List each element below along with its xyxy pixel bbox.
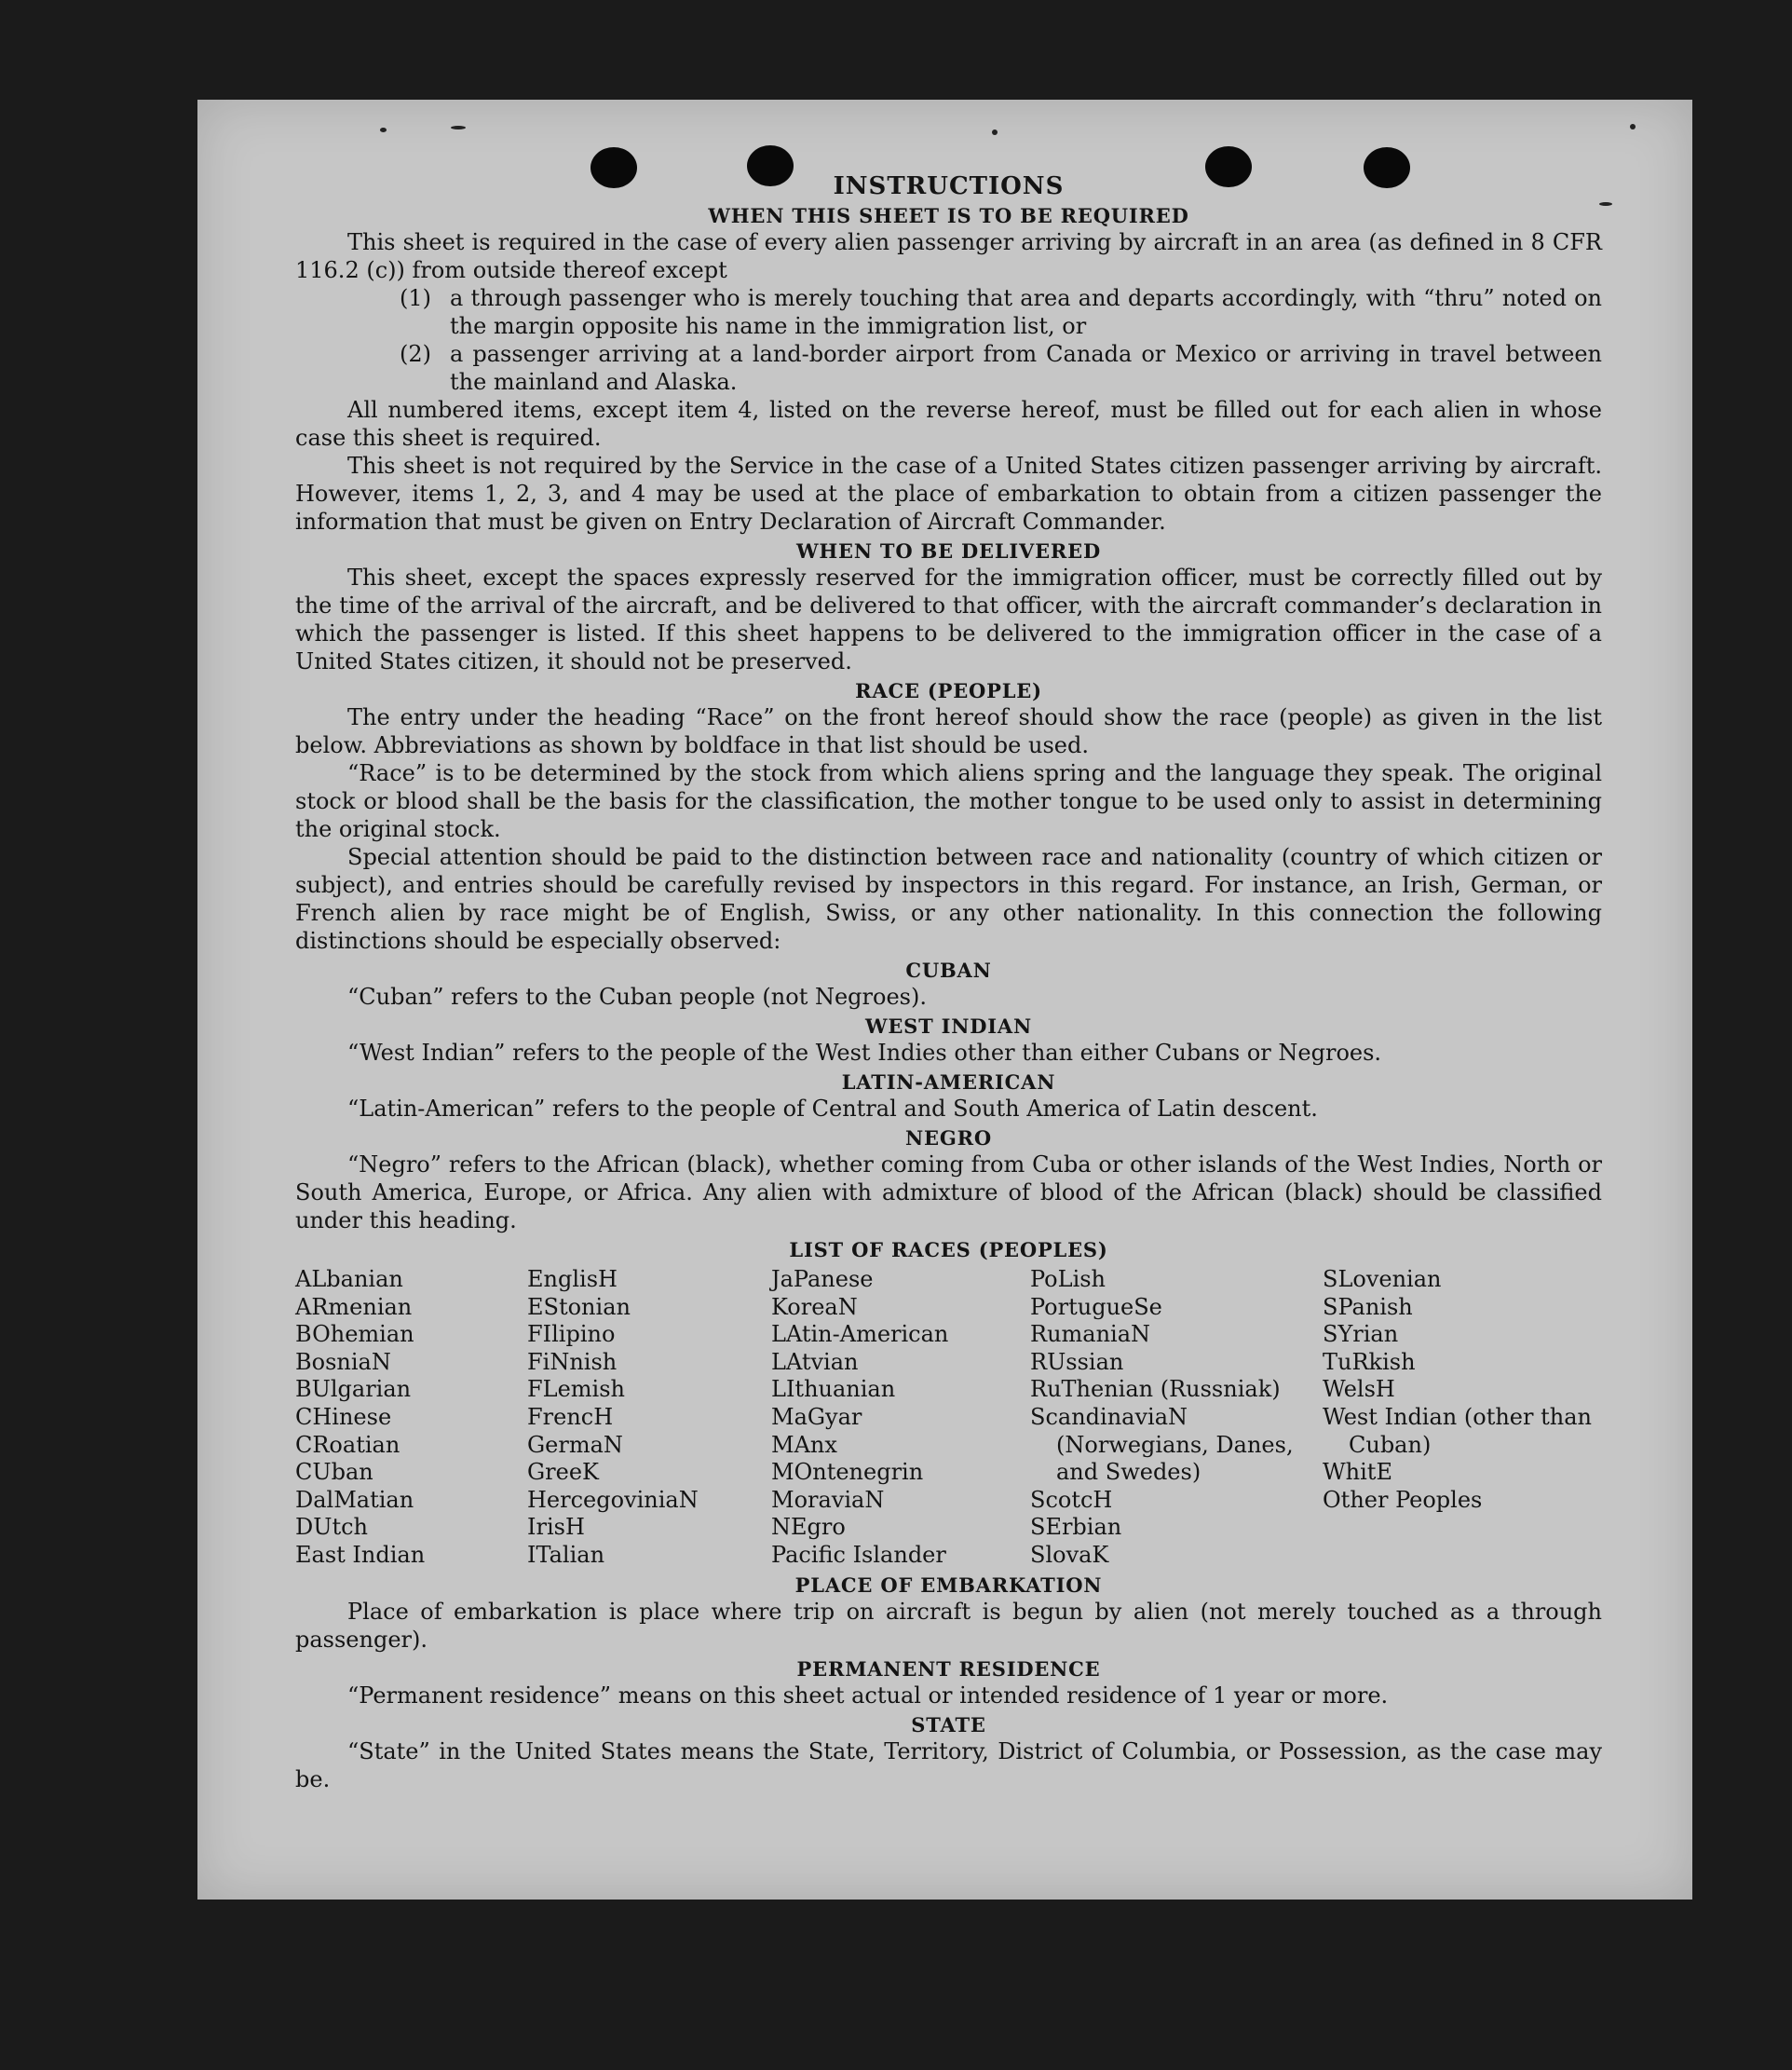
- race-column: [771, 1266, 1030, 1570]
- race-item: MAnx: [771, 1431, 837, 1458]
- race-item: ScotcH: [1030, 1486, 1113, 1513]
- paragraph: All numbered items, except item 4, listed on the reverse hereof, must be filled out for each alien in whose case this sheet is required.: [295, 397, 1602, 451]
- race-item: FiNnish: [527, 1348, 618, 1375]
- race-item: PoLish: [1030, 1266, 1106, 1292]
- section-heading: NEGRO: [905, 1126, 992, 1150]
- paragraph: “Race” is to be determined by the stock from which aliens spring and the language they speak. The original stock or blood shall be the basis for the classification, the mother tongue to be used only to assist in determining the original stock.: [295, 760, 1602, 842]
- page-title: INSTRUCTIONS: [833, 172, 1065, 200]
- paragraph: The entry under the heading “Race” on the front hereof should show the race (people) as given in the list below. Abbreviations as shown by boldface in that list should be used.: [295, 704, 1602, 758]
- race-item: DalMatian: [295, 1486, 414, 1513]
- race-item: PortugueSe: [1030, 1293, 1162, 1320]
- race-item: CRoatian: [295, 1431, 400, 1458]
- race-item: RuThenian (Russniak): [1030, 1376, 1281, 1403]
- race-column: [1030, 1266, 1310, 1570]
- race-item: IrisH: [527, 1514, 585, 1541]
- race-item: SErbian: [1030, 1514, 1122, 1541]
- scan-speck: [451, 126, 466, 129]
- section-heading: CUBAN: [905, 959, 992, 982]
- paragraph: “Negro” refers to the African (black), whether coming from Cuba or other islands of the West Indies, North or South America, Europe, or Africa. Any alien with admixture of blood of the African (black) should be classified under this heading.: [295, 1151, 1602, 1233]
- paragraph: “West Indian” refers to the people of the West Indies other than either Cubans or Negroes.: [347, 1040, 1382, 1066]
- instructions-text: [295, 172, 1602, 1793]
- list-item: [295, 340, 1602, 396]
- race-column: [1310, 1266, 1602, 1570]
- race-item: HercegoviniaN: [527, 1486, 699, 1513]
- race-item: DUtch: [295, 1514, 369, 1541]
- scan-speck: [1630, 124, 1636, 129]
- race-item: East Indian: [295, 1541, 426, 1568]
- form-sheet: [197, 100, 1692, 1900]
- race-item: ALbanian: [295, 1266, 403, 1292]
- paragraph: This sheet is not required by the Service in the case of a United States citizen passenger arriving by aircraft. However, items 1, 2, 3, and 4 may be used at the place of embarkation to obtain from a citizen passenger the information that must be given on Entry Declaration of Aircraft Commander.: [295, 453, 1602, 535]
- race-item: WhitE: [1323, 1459, 1392, 1486]
- race-item: NEgro: [771, 1514, 846, 1541]
- race-item: MaGyar: [771, 1403, 862, 1430]
- race-item: TuRkish: [1323, 1348, 1416, 1375]
- race-item: MoraviaN: [771, 1486, 885, 1513]
- scan-speck: [380, 128, 387, 132]
- race-item: ARmenian: [295, 1293, 413, 1320]
- section-heading: WHEN THIS SHEET IS TO BE REQUIRED: [708, 204, 1189, 227]
- race-item: CUban: [295, 1459, 373, 1486]
- race-item: Other Peoples: [1323, 1486, 1483, 1513]
- section-heading: WEST INDIAN: [864, 1015, 1033, 1038]
- section-heading: RACE (PEOPLE): [855, 679, 1042, 702]
- race-item: BUlgarian: [295, 1376, 412, 1403]
- race-item: LIthuanian: [771, 1376, 896, 1403]
- race-item: GreeK: [527, 1459, 599, 1486]
- race-item: RUssian: [1030, 1348, 1124, 1375]
- race-item: BOhemian: [295, 1321, 414, 1348]
- item-text: a through passenger who is merely touching that area and departs accordingly, with “thru” noted on the margin opposite his name in the immigration list, or: [450, 285, 1602, 339]
- paragraph: “Latin-American” refers to the people of Central and South America of Latin descent.: [347, 1096, 1318, 1122]
- scan-speck: [992, 129, 998, 135]
- list-item: [295, 284, 1602, 340]
- race-item: Pacific Islander: [771, 1541, 946, 1568]
- race-list: [295, 1266, 1602, 1570]
- race-item: EnglisH: [527, 1266, 618, 1292]
- section-heading: LATIN-AMERICAN: [841, 1070, 1056, 1094]
- race-item: FLemish: [527, 1376, 625, 1403]
- race-item: WelsH: [1323, 1376, 1395, 1403]
- race-item: EStonian: [527, 1293, 631, 1320]
- race-item: BosniaN: [295, 1348, 391, 1375]
- item-number: (2): [400, 341, 431, 367]
- item-number: (1): [400, 285, 431, 311]
- section-heading: WHEN TO BE DELIVERED: [795, 539, 1101, 563]
- race-column: [295, 1266, 527, 1570]
- race-item: SlovaK: [1030, 1541, 1109, 1568]
- item-text: a passenger arriving at a land-border airport from Canada or Mexico or arriving in travel between the mainland and Alaska.: [450, 341, 1602, 395]
- section-heading: PLACE OF EMBARKATION: [794, 1573, 1103, 1597]
- paragraph: This sheet, except the spaces expressly reserved for the immigration officer, must be correctly filled out by the time of the arrival of the aircraft, and be delivered to that officer, with the aircraft commander’s declaration in which the passenger is listed. If this sheet happens to be delivered to the immigration officer in the case of a United States citizen, it should not be preserved.: [295, 565, 1602, 674]
- race-item: CHinese: [295, 1403, 392, 1430]
- race-item: FrencH: [527, 1403, 614, 1430]
- paragraph: Place of embarkation is place where trip on aircraft is begun by alien (not merely touched as a through passenger).: [295, 1598, 1602, 1653]
- race-item: ScandinaviaN (Norwegians, Danes, and Swedes): [1030, 1403, 1294, 1486]
- paragraph: “Permanent residence” means on this sheet actual or intended residence of 1 year or more.: [347, 1682, 1389, 1709]
- race-item: ITalian: [527, 1541, 605, 1568]
- race-item: SLovenian: [1323, 1266, 1442, 1292]
- paragraph: “Cuban” refers to the Cuban people (not Negroes).: [347, 984, 927, 1010]
- paragraph: Special attention should be paid to the distinction between race and nationality (country of which citizen or subject), and entries should be carefully revised by inspectors in this regard. For instance, an Irish, German, or French alien by race might be of English, Swiss, or any other nationality. In this connection the following distinctions should be especially observed:: [295, 844, 1602, 954]
- section-heading: LIST OF RACES (PEOPLES): [789, 1238, 1108, 1261]
- race-item: MOntenegrin: [771, 1459, 924, 1486]
- section-heading: PERMANENT RESIDENCE: [796, 1656, 1101, 1681]
- race-item: GermaN: [527, 1431, 623, 1458]
- race-item: RumaniaN: [1030, 1321, 1151, 1348]
- race-item: SYrian: [1323, 1321, 1399, 1348]
- race-item: JaPanese: [771, 1266, 874, 1292]
- section-heading: STATE: [911, 1712, 986, 1736]
- race-item: West Indian (other than Cuban): [1323, 1403, 1592, 1458]
- race-item: KoreaN: [771, 1293, 858, 1320]
- paragraph: “State” in the United States means the State, Territory, District of Columbia, or Possession, as the case may be.: [295, 1737, 1602, 1792]
- paragraph: This sheet is required in the case of every alien passenger arriving by aircraft in an area (as defined in 8 CFR 116.2 (c)) from outside thereof except: [295, 229, 1602, 283]
- race-item: LAtvian: [771, 1348, 859, 1375]
- race-item: FIlipino: [527, 1321, 616, 1348]
- race-item: SPanish: [1323, 1293, 1413, 1320]
- race-column: [527, 1266, 771, 1570]
- race-item: LAtin-American: [771, 1321, 949, 1348]
